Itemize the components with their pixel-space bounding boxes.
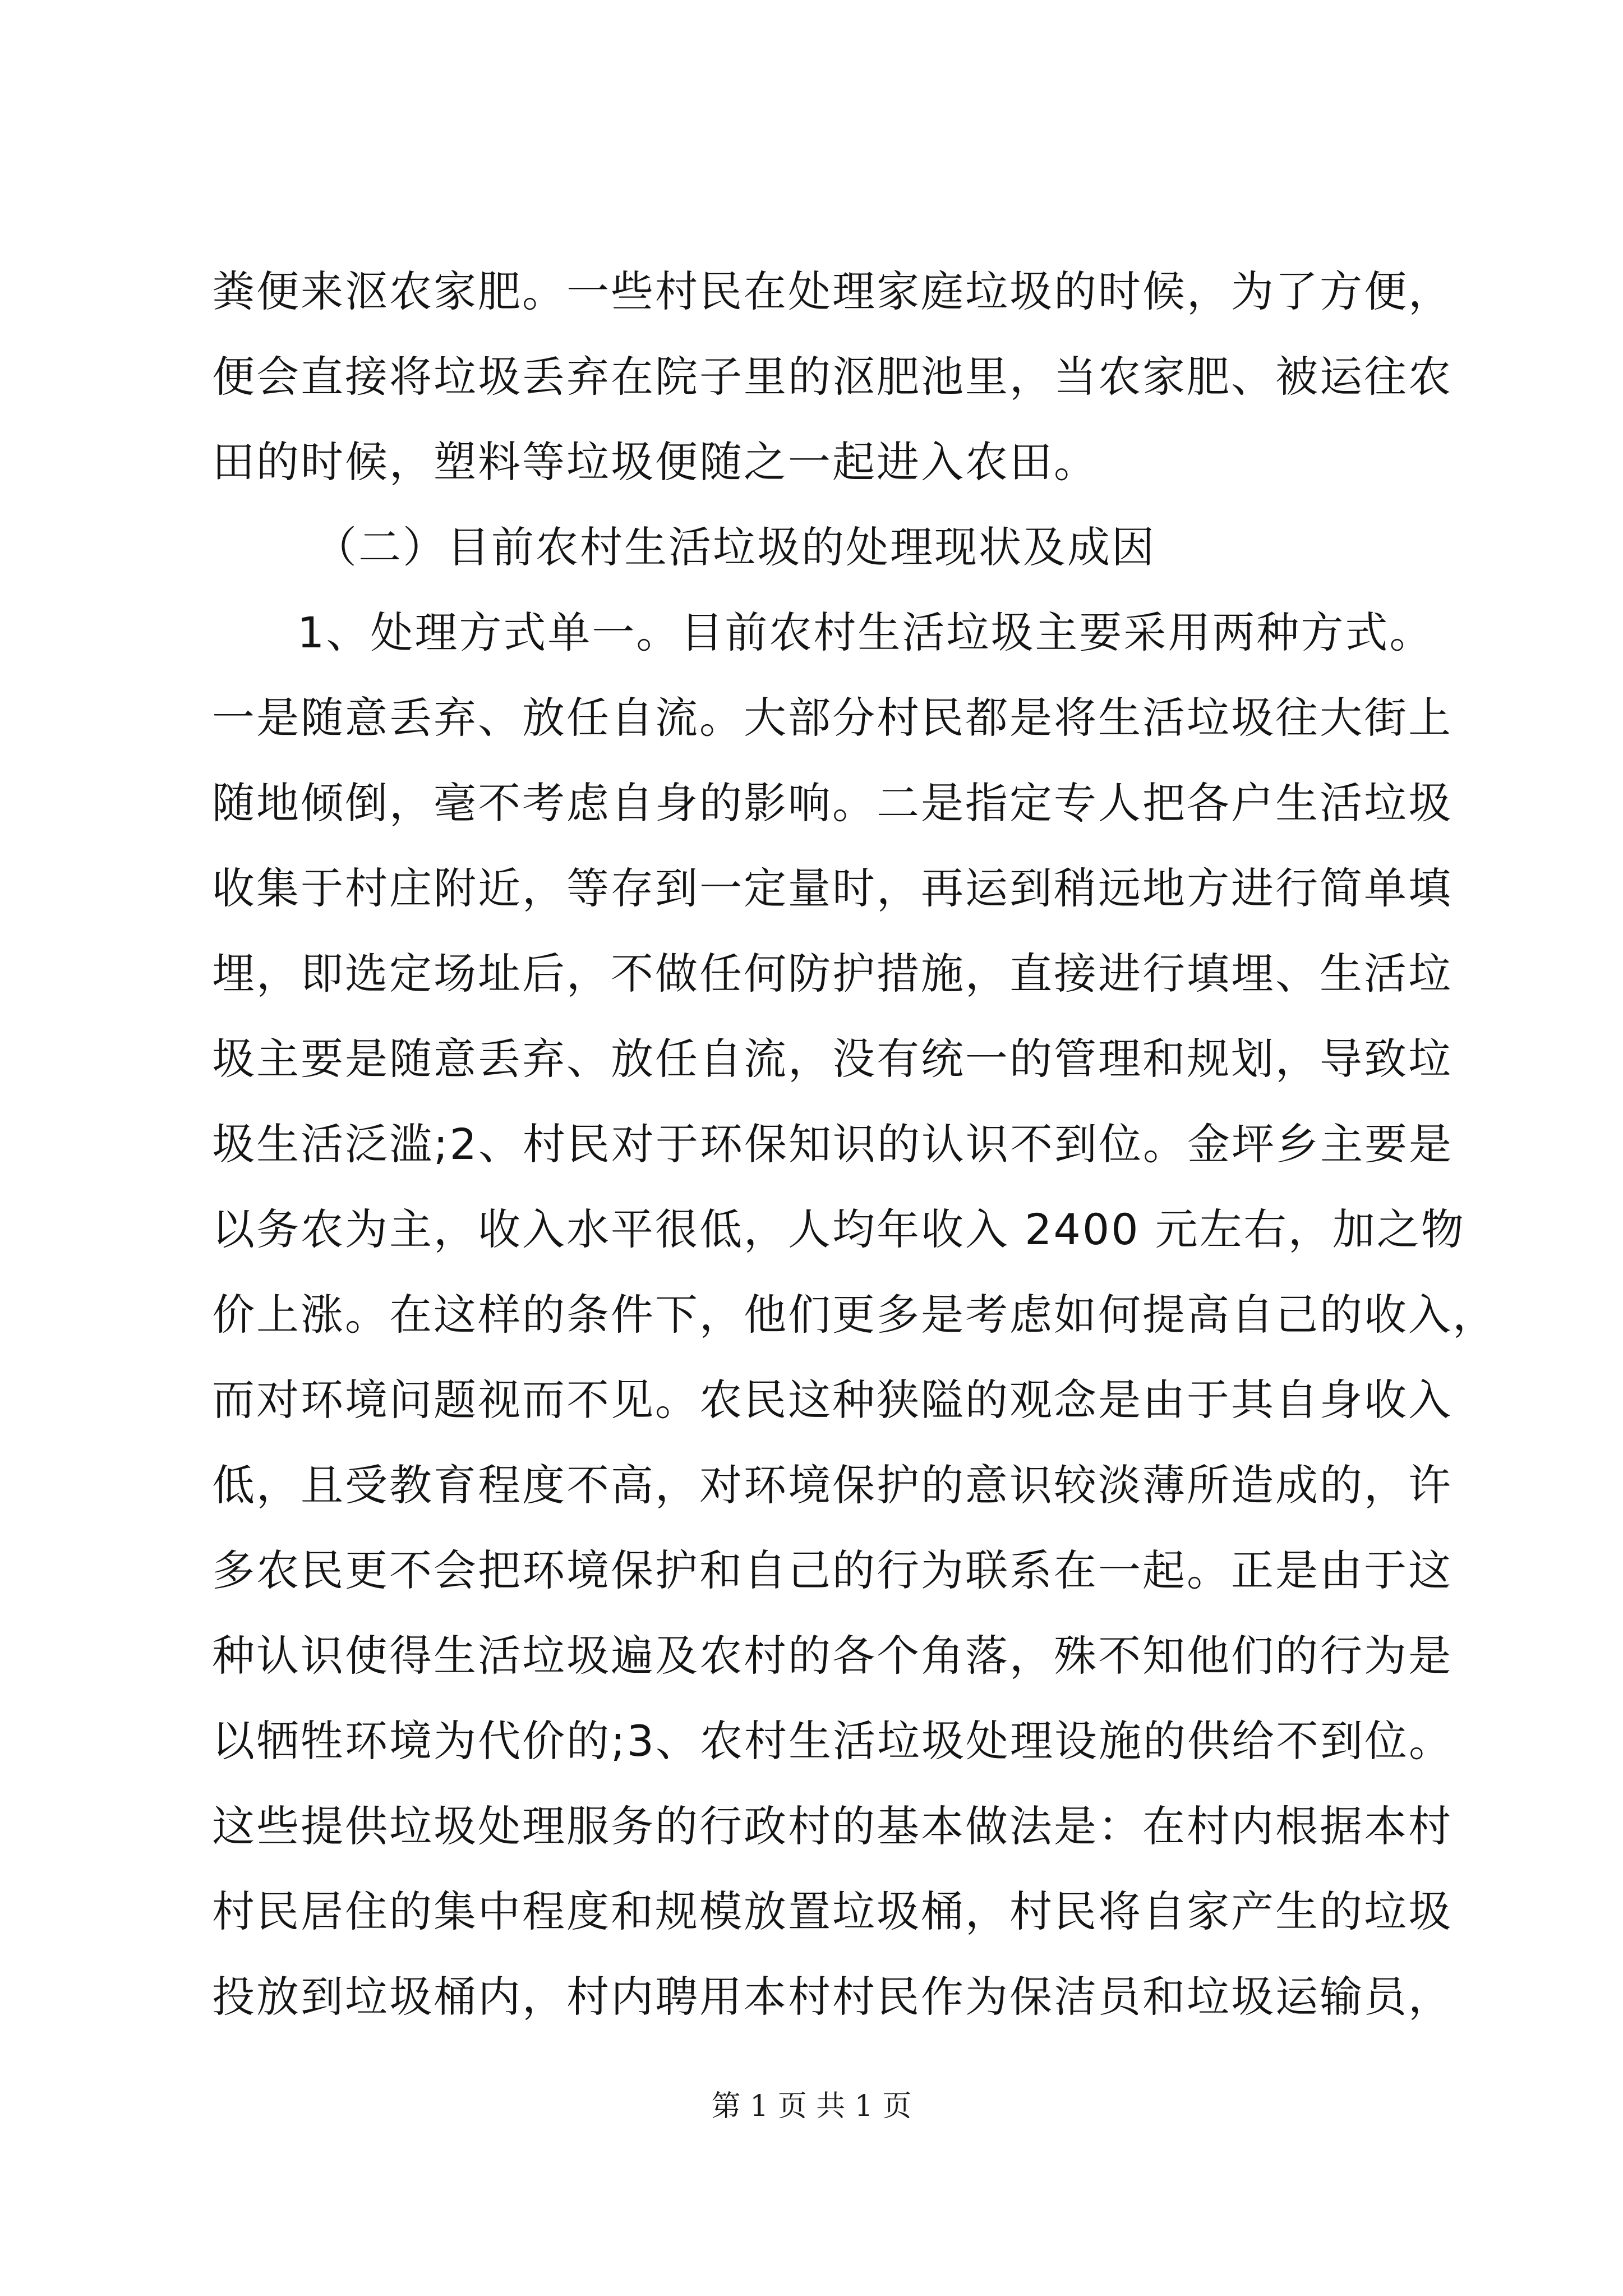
paragraph-line: 村民居住的集中程度和规模放置垃圾桶，村民将自家产生的垃圾 bbox=[212, 1887, 1453, 1936]
paragraph-line: 以牺牲环境为代价的;3、农村生活垃圾处理设施的供给不到位。 bbox=[212, 1716, 1453, 1766]
paragraph-line: 埋，即选定场址后，不做任何防护措施，直接进行填埋、生活垃 bbox=[212, 949, 1453, 999]
paragraph-line: 随地倾倒，毫不考虑自身的影响。二是指定专人把各户生活垃圾 bbox=[212, 778, 1453, 828]
page-footer: 第 1 页 共 1 页 bbox=[711, 2090, 912, 2123]
paragraph-line: 这些提供垃圾处理服务的行政村的基本做法是：在村内根据本村 bbox=[212, 1801, 1453, 1851]
paragraph-line: 圾生活泛滥;2、村民对于环保知识的认识不到位。金坪乡主要是 bbox=[212, 1119, 1453, 1169]
paragraph-line: 田的时候，塑料等垃圾便随之一起进入农田。 bbox=[212, 437, 1098, 487]
paragraph-line: 圾主要是随意丢弃、放任自流，没有统一的管理和规划，导致垃 bbox=[212, 1034, 1453, 1084]
paragraph-line: 以务农为主，收入水平很低，人均年收入 2400 元左右，加之物 bbox=[212, 1204, 1465, 1254]
paragraph-line: 便会直接将垃圾丢弃在院子里的沤肥池里，当农家肥、被运往农 bbox=[212, 352, 1453, 402]
paragraph-line: 低，且受教育程度不高，对环境保护的意识较淡薄所造成的，许 bbox=[212, 1460, 1453, 1510]
paragraph-line: 投放到垃圾桶内，村内聘用本村村民作为保洁员和垃圾运输员， bbox=[212, 1972, 1453, 2022]
paragraph-line: 一是随意丢弃、放任自流。大部分村民都是将生活垃圾往大街上 bbox=[212, 693, 1453, 743]
paragraph-line: 价上涨。在这样的条件下，他们更多是考虑如何提高自己的收入， bbox=[212, 1290, 1497, 1340]
paragraph-line: 多农民更不会把环境保护和自己的行为联系在一起。正是由于这 bbox=[212, 1545, 1453, 1595]
paragraph-line: 收集于村庄附近，等存到一定量时，再运到稍远地方进行简单填 bbox=[212, 863, 1453, 913]
paragraph-line: 粪便来沤农家肥。一些村民在处理家庭垃圾的时候，为了方便， bbox=[212, 266, 1453, 316]
paragraph-line: 种认识使得生活垃圾遍及农村的各个角落，殊不知他们的行为是 bbox=[212, 1631, 1453, 1681]
paragraph-line: 1、处理方式单一。目前农村生活垃圾主要采用两种方式。 bbox=[297, 608, 1434, 657]
section-heading: （二）目前农村生活垃圾的处理现状及成因 bbox=[314, 522, 1156, 572]
paragraph-line: 而对环境问题视而不见。农民这种狭隘的观念是由于其自身收入 bbox=[212, 1375, 1453, 1425]
